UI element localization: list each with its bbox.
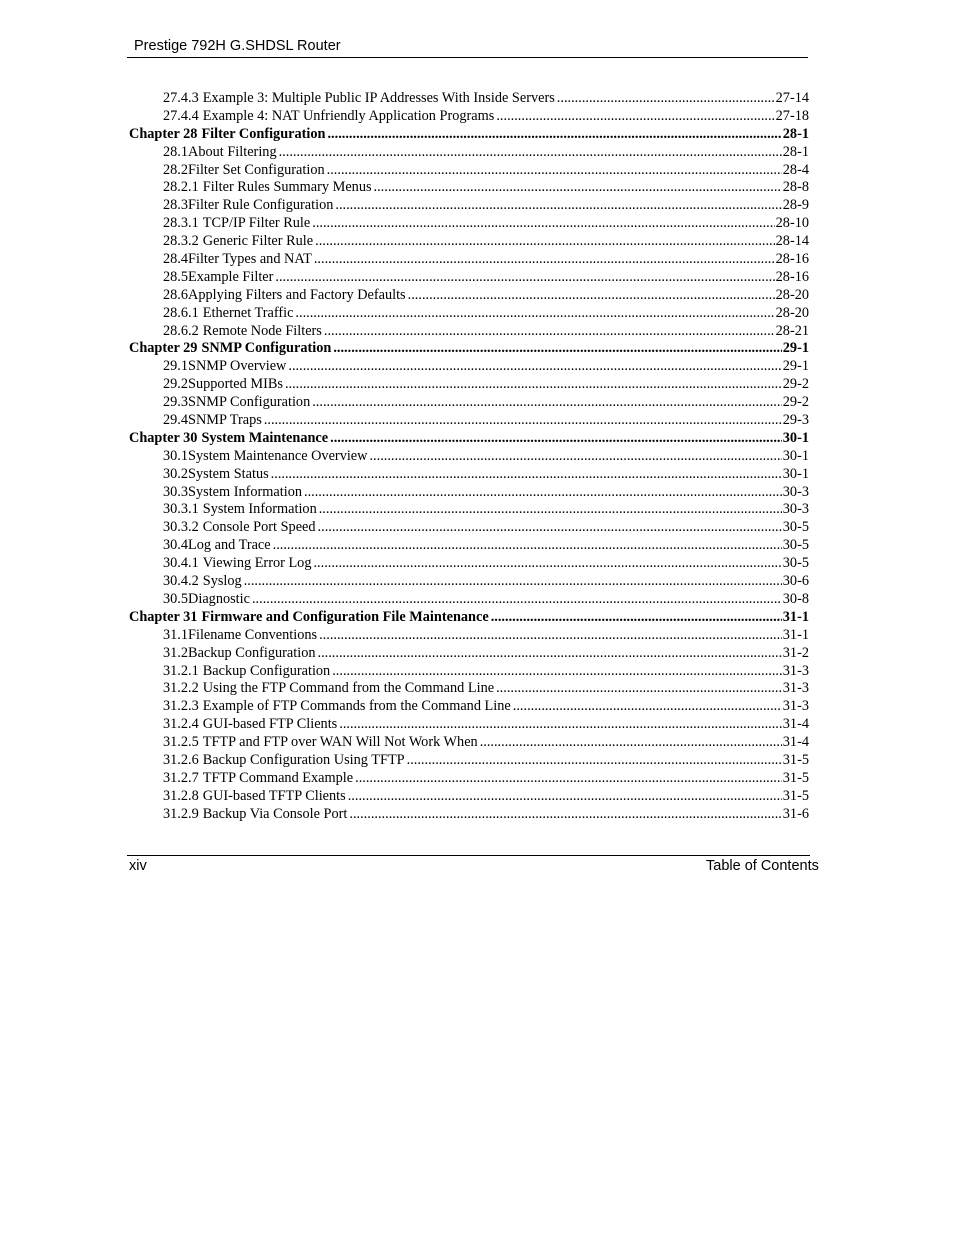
toc-dot-leader	[480, 734, 782, 752]
toc-entry-number: 29.3	[163, 394, 189, 411]
toc-dot-leader	[314, 251, 775, 269]
toc-entry-page: 27-18	[775, 107, 809, 124]
toc-dot-leader	[295, 305, 774, 323]
toc-entry-number: 31.2.4	[163, 716, 199, 733]
toc-entry-page: 30-5	[782, 555, 809, 572]
running-header: Prestige 792H G.SHDSL Router	[134, 38, 341, 54]
toc-dot-leader	[279, 144, 782, 162]
toc-entry-page: 31-3	[782, 662, 809, 679]
toc-section-entry[interactable]	[129, 90, 809, 108]
toc-entry-page: 31-5	[782, 787, 809, 804]
toc-entry-number: Chapter 29	[129, 340, 198, 357]
toc-dot-leader	[252, 591, 782, 609]
toc-section-entry[interactable]	[129, 162, 809, 180]
toc-entry-title: Firmware and Configuration File Maintenance	[201, 608, 489, 625]
toc-entry-page: 30-5	[782, 519, 809, 536]
toc-entry-title: Backup Configuration	[188, 644, 316, 661]
toc-dot-leader	[327, 162, 782, 180]
toc-entry-number: 27.4.4	[163, 107, 199, 124]
toc-entry-number: 30.1	[163, 447, 189, 464]
toc-entry-number: 28.3.2	[163, 233, 199, 250]
toc-entry-number: 30.5	[163, 590, 189, 607]
toc-entry-page: 31-5	[782, 751, 809, 768]
toc-section-entry[interactable]	[129, 537, 809, 555]
toc-entry-title: Filter Configuration	[201, 125, 326, 142]
toc-entry-page: 28-10	[775, 215, 809, 232]
toc-entry-number: 31.2.3	[163, 698, 199, 715]
toc-dot-leader	[318, 645, 782, 663]
toc-entry-number: 31.2	[163, 644, 189, 661]
toc-entry-page: 29-1	[782, 340, 809, 357]
toc-dot-leader	[319, 501, 782, 519]
toc-entry-number: 28.4	[163, 251, 189, 268]
toc-entry-page: 28-1	[782, 125, 809, 142]
toc-entry-number: 28.6.2	[163, 322, 199, 339]
toc-dot-leader	[264, 412, 782, 430]
toc-section-entry[interactable]	[129, 269, 809, 287]
toc-section-entry[interactable]	[129, 716, 809, 734]
toc-entry-number: 30.4.1	[163, 555, 199, 572]
toc-entry-title: TFTP Command Example	[202, 769, 354, 786]
toc-entry-page: 30-5	[782, 537, 809, 554]
toc-section-entry[interactable]	[129, 680, 809, 698]
toc-entry-title: Applying Filters and Factory Defaults	[188, 286, 406, 303]
toc-dot-leader	[244, 573, 782, 591]
toc-entry-page: 29-3	[782, 412, 809, 429]
toc-section-entry[interactable]	[129, 519, 809, 537]
toc-section-entry[interactable]	[129, 233, 809, 251]
toc-section-entry[interactable]	[129, 752, 809, 770]
toc-entry-title: TFTP and FTP over WAN Will Not Work When	[202, 734, 478, 751]
toc-entry-title: Diagnostic	[188, 590, 250, 607]
toc-section-entry[interactable]	[129, 734, 809, 752]
toc-dot-leader	[407, 752, 782, 770]
toc-entry-title: Example 4: NAT Unfriendly Application Programs	[202, 107, 495, 124]
footer-section-title: Table of Contents	[706, 858, 819, 874]
toc-entry-page: 28-16	[775, 251, 809, 268]
toc-entry-number: 30.3	[163, 483, 189, 500]
toc-entry-number: 30.4.2	[163, 573, 199, 590]
toc-section-entry[interactable]	[129, 448, 809, 466]
toc-dot-leader	[327, 126, 781, 144]
toc-entry-title: System Information	[202, 501, 317, 518]
toc-entry-number: Chapter 31	[129, 608, 198, 625]
toc-entry-number: 31.2.1	[163, 662, 199, 679]
toc-section-entry[interactable]	[129, 305, 809, 323]
toc-section-entry[interactable]	[129, 501, 809, 519]
toc-entry-number: 27.4.3	[163, 90, 199, 106]
toc-dot-leader	[273, 537, 782, 555]
toc-entry-number: 31.2.7	[163, 769, 199, 786]
toc-section-entry[interactable]	[129, 179, 809, 197]
toc-section-entry[interactable]	[129, 555, 809, 573]
toc-entry-page: 31-2	[782, 644, 809, 661]
toc-entry-title: System Information	[188, 483, 302, 500]
toc-entry-page: 30-3	[782, 501, 809, 518]
toc-dot-leader	[408, 287, 775, 305]
toc-section-entry[interactable]	[129, 627, 809, 645]
toc-section-entry[interactable]	[129, 358, 809, 376]
toc-dot-leader	[285, 376, 782, 394]
toc-entry-title: Viewing Error Log	[202, 555, 312, 572]
toc-entry-title: Example of FTP Commands from the Command Line	[202, 698, 511, 715]
toc-entry-page: 30-1	[782, 465, 809, 482]
toc-entry-title: Example Filter	[188, 268, 274, 285]
toc-entry-page: 29-1	[782, 358, 809, 375]
toc-entry-title: SNMP Traps	[188, 412, 262, 429]
toc-entry-title: Supported MIBs	[188, 376, 283, 393]
toc-dot-leader	[496, 108, 774, 126]
toc-entry-title: Filter Rule Configuration	[188, 197, 334, 214]
toc-entry-title: Using the FTP Command from the Command Line	[202, 680, 495, 697]
toc-entry-title: SNMP Overview	[188, 358, 287, 375]
header-divider	[127, 57, 808, 58]
toc-entry-title: Backup Via Console Port	[202, 805, 348, 822]
toc-dot-leader	[315, 233, 775, 251]
toc-dot-leader	[312, 215, 774, 233]
toc-entry-page: 30-1	[782, 429, 809, 446]
toc-entry-title: Backup Configuration	[202, 662, 331, 679]
toc-entry-number: 29.2	[163, 376, 189, 393]
toc-entry-title: System Maintenance Overview	[188, 447, 368, 464]
footer-page-number: xiv	[129, 858, 147, 874]
toc-entry-title: Remote Node Filters	[202, 322, 322, 339]
toc-dot-leader	[348, 788, 782, 806]
toc-entry-number: 31.2.6	[163, 751, 199, 768]
toc-entry-title: About Filtering	[188, 143, 277, 160]
toc-entry-page: 31-1	[782, 608, 809, 625]
toc-entry-number: 28.3	[163, 197, 189, 214]
toc-entry-title: Generic Filter Rule	[202, 233, 314, 250]
toc-section-entry[interactable]	[129, 770, 809, 788]
toc-dot-leader	[333, 340, 781, 358]
toc-entry-title: Log and Trace	[188, 537, 271, 554]
toc-section-entry[interactable]	[129, 251, 809, 269]
toc-section-entry[interactable]	[129, 591, 809, 609]
toc-entry-title: Filename Conventions	[188, 626, 318, 643]
toc-entry-page: 29-2	[782, 394, 809, 411]
toc-entry-number: 29.1	[163, 358, 189, 375]
toc-entry-number: 28.6.1	[163, 304, 199, 321]
toc-dot-leader	[318, 519, 782, 537]
toc-section-entry[interactable]	[129, 108, 809, 126]
toc-dot-leader	[491, 609, 782, 627]
toc-entry-number: 31.2.5	[163, 734, 199, 751]
toc-dot-leader	[313, 555, 781, 573]
toc-entry-title: GUI-based TFTP Clients	[202, 787, 346, 804]
toc-entry-title: Syslog	[202, 573, 242, 590]
toc-dot-leader	[271, 466, 782, 484]
toc-section-entry[interactable]	[129, 215, 809, 233]
toc-section-entry[interactable]	[129, 144, 809, 162]
toc-chapter-entry[interactable]	[129, 430, 809, 448]
toc-entry-page: 30-6	[782, 573, 809, 590]
toc-entry-number: 28.3.1	[163, 215, 199, 232]
toc-entry-number: 31.2.9	[163, 805, 199, 822]
toc-entry-number: 28.5	[163, 268, 189, 285]
toc-entry-number: 31.2.2	[163, 680, 199, 697]
toc-entry-title: System Maintenance	[201, 429, 329, 446]
toc-dot-leader	[355, 770, 782, 788]
toc-section-entry[interactable]	[129, 197, 809, 215]
toc-dot-leader	[275, 269, 774, 287]
toc-dot-leader	[496, 680, 782, 698]
toc-entry-title: TCP/IP Filter Rule	[202, 215, 311, 232]
toc-entry-page: 27-14	[775, 90, 809, 106]
toc-section-entry[interactable]	[129, 323, 809, 341]
table-of-contents	[129, 90, 809, 824]
toc-entry-page: 28-4	[782, 161, 809, 178]
toc-entry-title: Filter Set Configuration	[188, 161, 325, 178]
footer-divider	[127, 855, 810, 856]
toc-section-entry[interactable]	[129, 698, 809, 716]
toc-entry-page: 28-9	[782, 197, 809, 214]
toc-entry-page: 30-3	[782, 483, 809, 500]
toc-entry-title: System Status	[188, 465, 269, 482]
toc-entry-page: 30-8	[782, 590, 809, 607]
toc-entry-title: Filter Types and NAT	[188, 251, 312, 268]
toc-section-entry[interactable]	[129, 788, 809, 806]
toc-entry-page: 28-20	[775, 286, 809, 303]
toc-entry-page: 28-8	[782, 179, 809, 196]
toc-entry-number: Chapter 28	[129, 125, 198, 142]
toc-entry-title: Filter Rules Summary Menus	[202, 179, 372, 196]
toc-dot-leader	[330, 430, 782, 448]
toc-entry-page: 31-3	[782, 698, 809, 715]
toc-section-entry[interactable]	[129, 663, 809, 681]
toc-dot-leader	[312, 394, 782, 412]
toc-dot-leader	[339, 716, 782, 734]
toc-entry-page: 31-4	[782, 716, 809, 733]
toc-dot-leader	[349, 806, 781, 824]
toc-entry-page: 28-21	[775, 322, 809, 339]
toc-entry-number: 31.1	[163, 626, 189, 643]
toc-section-entry[interactable]	[129, 645, 809, 663]
toc-section-entry[interactable]	[129, 806, 809, 824]
toc-entry-title: SNMP Configuration	[188, 394, 311, 411]
toc-section-entry[interactable]	[129, 412, 809, 430]
toc-entry-number: 28.6	[163, 286, 189, 303]
toc-entry-title: SNMP Configuration	[201, 340, 332, 357]
toc-entry-title: Example 3: Multiple Public IP Addresses With Inside Servers	[202, 90, 555, 106]
toc-dot-leader	[324, 323, 775, 341]
toc-dot-leader	[374, 179, 782, 197]
toc-entry-page: 31-6	[782, 805, 809, 822]
toc-section-entry[interactable]	[129, 287, 809, 305]
toc-entry-title: Ethernet Traffic	[202, 304, 294, 321]
toc-entry-number: Chapter 30	[129, 429, 198, 446]
toc-entry-page: 31-1	[782, 626, 809, 643]
toc-dot-leader	[288, 358, 781, 376]
toc-entry-number: 30.3.2	[163, 519, 199, 536]
toc-section-entry[interactable]	[129, 573, 809, 591]
toc-dot-leader	[319, 627, 782, 645]
toc-dot-leader	[304, 484, 782, 502]
toc-chapter-entry[interactable]	[129, 609, 809, 627]
toc-entry-page: 28-16	[775, 268, 809, 285]
toc-entry-page: 30-1	[782, 447, 809, 464]
toc-entry-number: 31.2.8	[163, 787, 199, 804]
toc-dot-leader	[369, 448, 781, 466]
toc-dot-leader	[557, 90, 775, 108]
toc-section-entry[interactable]	[129, 466, 809, 484]
toc-section-entry[interactable]	[129, 394, 809, 412]
toc-entry-number: 30.3.1	[163, 501, 199, 518]
toc-chapter-entry[interactable]	[129, 126, 809, 144]
toc-entry-page: 28-1	[782, 143, 809, 160]
toc-entry-page: 28-14	[775, 233, 809, 250]
toc-chapter-entry[interactable]	[129, 340, 809, 358]
toc-entry-number: 28.2	[163, 161, 189, 178]
toc-entry-page: 31-3	[782, 680, 809, 697]
toc-section-entry[interactable]	[129, 376, 809, 394]
toc-dot-leader	[335, 197, 781, 215]
toc-entry-number: 30.2	[163, 465, 189, 482]
toc-entry-page: 31-5	[782, 769, 809, 786]
toc-entry-title: Console Port Speed	[202, 519, 316, 536]
toc-entry-title: GUI-based FTP Clients	[202, 716, 338, 733]
toc-entry-page: 31-4	[782, 734, 809, 751]
toc-entry-number: 29.4	[163, 412, 189, 429]
toc-entry-number: 30.4	[163, 537, 189, 554]
toc-entry-number: 28.2.1	[163, 179, 199, 196]
toc-entry-page: 29-2	[782, 376, 809, 393]
toc-section-entry[interactable]	[129, 484, 809, 502]
toc-entry-number: 28.1	[163, 143, 189, 160]
toc-entry-title: Backup Configuration Using TFTP	[202, 751, 405, 768]
toc-entry-page: 28-20	[775, 304, 809, 321]
toc-dot-leader	[513, 698, 782, 716]
toc-dot-leader	[332, 663, 782, 681]
